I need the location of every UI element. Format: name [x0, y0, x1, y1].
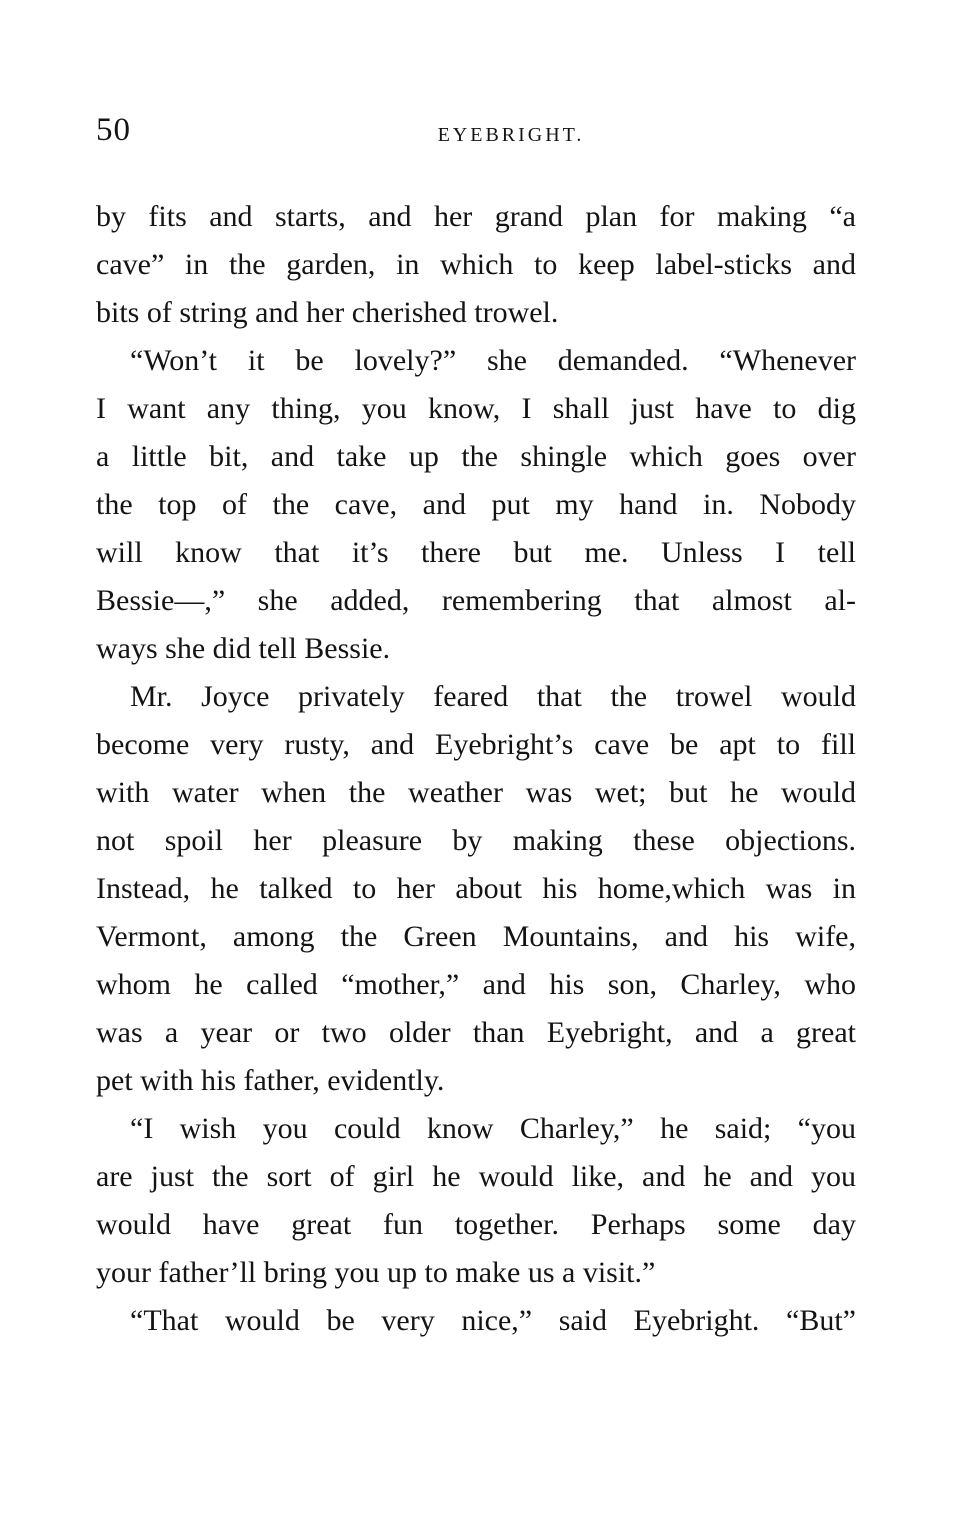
text-line: Bessie—,” she added, remembering that almost al- [96, 584, 856, 617]
text-line: ways she did tell Bessie. [96, 632, 391, 665]
text-line: will know that it’s there but me. Unless I tell [96, 536, 856, 569]
text-line: cave” in the garden, in which to keep label-sticks and [96, 248, 856, 281]
text-line: Mr. Joyce privately feared that the trowel would [130, 680, 856, 713]
text-line: I want any thing, you know, I shall just have to dig [96, 392, 856, 425]
page-number: 50 [96, 112, 131, 148]
text-line: “I wish you could know Charley,” he said; “you [130, 1112, 856, 1145]
text-line: by fits and starts, and her grand plan for making “a [96, 200, 856, 233]
text-line: are just the sort of girl he would like, and he and you [96, 1160, 856, 1193]
text-line: was a year or two older than Eyebright, and a great [96, 1016, 856, 1049]
text-line: whom he called “mother,” and his son, Charley, who [96, 968, 856, 1001]
text-line: would have great fun together. Perhaps some day [96, 1208, 856, 1241]
text-line: the top of the cave, and put my hand in. Nobody [96, 488, 856, 521]
text-line: pet with his father, evidently. [96, 1064, 445, 1097]
page-header [96, 112, 856, 156]
text-line: become very rusty, and Eyebright’s cave be apt to fill [96, 728, 856, 761]
text-line: “That would be very nice,” said Eyebright. “But” [130, 1304, 856, 1337]
text-line: Instead, he talked to her about his home,which was in [96, 872, 856, 905]
text-line: “Won’t it be lovely?” she demanded. “Whenever [130, 344, 856, 377]
text-line: with water when the weather was wet; but he would [96, 776, 856, 809]
text-line: Vermont, among the Green Mountains, and his wife, [96, 920, 856, 953]
running-title: EYEBRIGHT. [437, 124, 585, 146]
text-line: your father’ll bring you up to make us a visit.” [96, 1256, 656, 1289]
text-line: not spoil her pleasure by making these objections. [96, 824, 856, 857]
text-line: bits of string and her cherished trowel. [96, 296, 559, 329]
text-line: a little bit, and take up the shingle which goes over [96, 440, 856, 473]
body-text [96, 193, 856, 1345]
